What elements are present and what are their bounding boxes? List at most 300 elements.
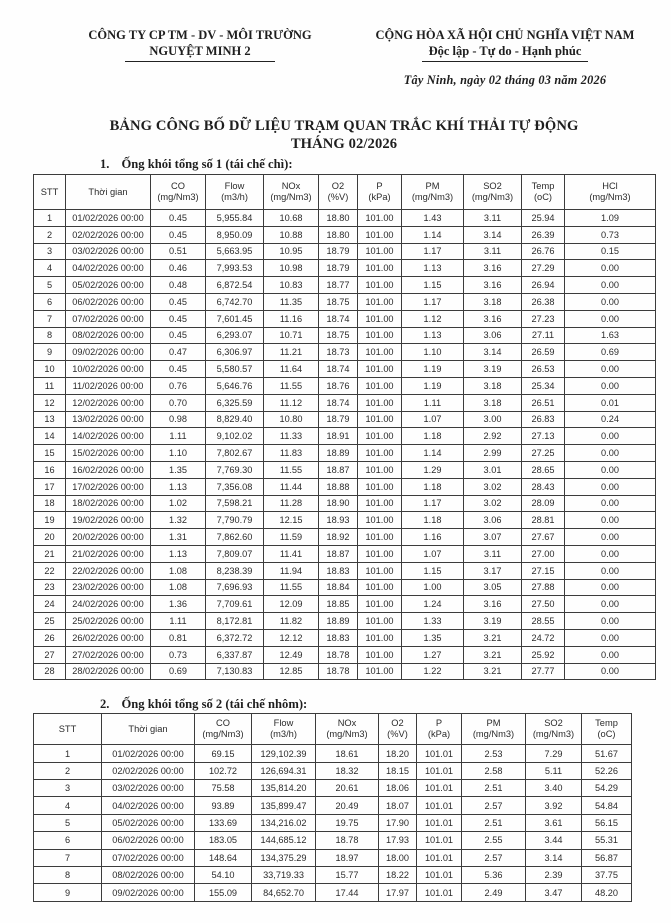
table-cell: 1.17: [402, 243, 464, 260]
table-row: [34, 646, 656, 663]
table-cell: 2.57: [462, 849, 526, 866]
table-cell: 11.33: [264, 428, 319, 445]
table-cell: 1.63: [565, 327, 656, 344]
table-cell: 15.77: [316, 867, 379, 884]
table-row: [34, 884, 632, 901]
table-cell: 11.64: [264, 361, 319, 378]
table-row: [34, 596, 656, 613]
table-row: [34, 260, 656, 277]
table-cell: 11.12: [264, 394, 319, 411]
column-header: Temp (oC): [582, 714, 632, 745]
table-cell: 1.02: [151, 495, 206, 512]
table-cell: 3.06: [464, 512, 522, 529]
table-cell: 183.05: [195, 832, 252, 849]
table-cell: 2.58: [462, 762, 526, 779]
table-cell: 01/02/2026 00:00: [102, 745, 195, 762]
table-row: [34, 377, 656, 394]
table-cell: 26: [34, 629, 66, 646]
table-row: [34, 867, 632, 884]
table-cell: 16/02/2026 00:00: [66, 461, 151, 478]
table-cell: 7,709.61: [206, 596, 264, 613]
table-cell: 101.00: [358, 344, 402, 361]
table-cell: 0.00: [565, 478, 656, 495]
column-header: Flow (m3/h): [252, 714, 316, 745]
table-cell: 17.44: [316, 884, 379, 901]
table-cell: 0.69: [565, 344, 656, 361]
column-header: HCl (mg/Nm3): [565, 175, 656, 210]
table-cell: 101.01: [417, 780, 462, 797]
table-cell: 2: [34, 762, 102, 779]
table-cell: 18.73: [319, 344, 358, 361]
column-header: P (kPa): [358, 175, 402, 210]
table-cell: 0.45: [151, 210, 206, 227]
table-row: [34, 461, 656, 478]
table-cell: 5,663.95: [206, 243, 264, 260]
table-cell: 1.10: [402, 344, 464, 361]
table-cell: 18.97: [316, 849, 379, 866]
table-cell: 1.35: [402, 629, 464, 646]
table-cell: 7,862.60: [206, 529, 264, 546]
table-cell: 18.80: [319, 210, 358, 227]
table-cell: 101.00: [358, 428, 402, 445]
table-cell: 1.13: [402, 327, 464, 344]
table-cell: 3.16: [464, 260, 522, 277]
table-cell: 18.78: [319, 646, 358, 663]
table-cell: 6: [34, 293, 66, 310]
table-cell: 54.84: [582, 797, 632, 814]
table-cell: 0.00: [565, 293, 656, 310]
table-cell: 1.15: [402, 277, 464, 294]
table-cell: 0.00: [565, 277, 656, 294]
table-cell: 18.22: [379, 867, 417, 884]
table-cell: 09/02/2026 00:00: [66, 344, 151, 361]
table-cell: 11.44: [264, 478, 319, 495]
table-cell: 101.01: [417, 814, 462, 831]
table-cell: 0.00: [565, 361, 656, 378]
table-cell: 0.00: [565, 596, 656, 613]
table-cell: 0.00: [565, 562, 656, 579]
table-cell: 1.15: [402, 562, 464, 579]
table-cell: 18.78: [316, 832, 379, 849]
table-cell: 7,809.07: [206, 545, 264, 562]
table-row: [34, 613, 656, 630]
table-cell: 3.18: [464, 394, 522, 411]
table-cell: 1.18: [402, 512, 464, 529]
table-cell: 0.00: [565, 613, 656, 630]
table-cell: 1.08: [151, 562, 206, 579]
section-1-heading: [100, 157, 671, 172]
table-cell: 3.19: [464, 361, 522, 378]
table-cell: 14/02/2026 00:00: [66, 428, 151, 445]
table-cell: 101.00: [358, 545, 402, 562]
table-row: [34, 663, 656, 680]
table-row: [34, 478, 656, 495]
table-cell: 1.10: [151, 445, 206, 462]
table-cell: 10: [34, 361, 66, 378]
table-cell: 13: [34, 411, 66, 428]
column-header: P (kPa): [417, 714, 462, 745]
column-header: PM (mg/Nm3): [402, 175, 464, 210]
table-cell: 18.74: [319, 361, 358, 378]
table-cell: 11.55: [264, 377, 319, 394]
table-cell: 28.81: [522, 512, 565, 529]
table-row: [34, 495, 656, 512]
table-cell: 11.59: [264, 529, 319, 546]
section-2-label: Ống khói tổng số 2 (tái chế nhôm):: [121, 697, 308, 712]
table-cell: 0.69: [151, 663, 206, 680]
table-cell: 101.00: [358, 646, 402, 663]
table-cell: 0.45: [151, 310, 206, 327]
table-cell: 54.29: [582, 780, 632, 797]
table-cell: 4: [34, 797, 102, 814]
table-cell: 6,293.07: [206, 327, 264, 344]
table-row: [34, 762, 632, 779]
table-cell: 101.00: [358, 529, 402, 546]
table-cell: 101.00: [358, 226, 402, 243]
table-cell: 3.18: [464, 293, 522, 310]
table-cell: 1.29: [402, 461, 464, 478]
table-cell: 26/02/2026 00:00: [66, 629, 151, 646]
table-cell: 27.15: [522, 562, 565, 579]
table-row: [34, 445, 656, 462]
table-cell: 0.00: [565, 529, 656, 546]
table-cell: 0.00: [565, 495, 656, 512]
table-cell: 27.25: [522, 445, 565, 462]
table-cell: 101.00: [358, 629, 402, 646]
table-cell: 1.09: [565, 210, 656, 227]
table-cell: 2.53: [462, 745, 526, 762]
table-cell: 11.16: [264, 310, 319, 327]
table-cell: 0.73: [151, 646, 206, 663]
table-cell: 17.90: [379, 814, 417, 831]
table-cell: 1.36: [151, 596, 206, 613]
table-cell: 10/02/2026 00:00: [66, 361, 151, 378]
column-header: Thời gian: [102, 714, 195, 745]
table-cell: 12.49: [264, 646, 319, 663]
table-cell: 7,993.53: [206, 260, 264, 277]
table-cell: 2.51: [462, 814, 526, 831]
table-cell: 26.39: [522, 226, 565, 243]
table-row: [34, 310, 656, 327]
table-cell: 6,742.70: [206, 293, 264, 310]
table-cell: 3.16: [464, 596, 522, 613]
table-cell: 11.82: [264, 613, 319, 630]
table-cell: 27.88: [522, 579, 565, 596]
table-cell: 18.79: [319, 243, 358, 260]
table-cell: 0.00: [565, 445, 656, 462]
table-cell: 3.14: [526, 849, 582, 866]
table-cell: 7,598.21: [206, 495, 264, 512]
table-cell: 75.58: [195, 780, 252, 797]
table-cell: 18.83: [319, 629, 358, 646]
table-cell: 27.50: [522, 596, 565, 613]
table-cell: 5.11: [526, 762, 582, 779]
table-cell: 10.68: [264, 210, 319, 227]
table-cell: 7: [34, 310, 66, 327]
table-cell: 3.02: [464, 478, 522, 495]
table-cell: 11: [34, 377, 66, 394]
table-cell: 18.75: [319, 327, 358, 344]
table-cell: 0.81: [151, 629, 206, 646]
table-cell: 101.01: [417, 849, 462, 866]
table-cell: 18.00: [379, 849, 417, 866]
table-cell: 22: [34, 562, 66, 579]
table-cell: 2.57: [462, 797, 526, 814]
table-cell: 101.01: [417, 867, 462, 884]
table-cell: 8,172.81: [206, 613, 264, 630]
table-cell: 0.15: [565, 243, 656, 260]
table-cell: 1.07: [402, 545, 464, 562]
table-row: [34, 226, 656, 243]
table-cell: 3.16: [464, 277, 522, 294]
republic-motto-underlined: Độc lập - Tự do - Hạnh phúc: [422, 43, 589, 62]
table-cell: 18.85: [319, 596, 358, 613]
table-cell: 04/02/2026 00:00: [66, 260, 151, 277]
table-cell: 24.72: [522, 629, 565, 646]
table-cell: 0.24: [565, 411, 656, 428]
table-cell: 18.77: [319, 277, 358, 294]
table-cell: 18.79: [319, 260, 358, 277]
table-cell: 101.00: [358, 512, 402, 529]
column-header: CO (mg/Nm3): [151, 175, 206, 210]
table-cell: 26.51: [522, 394, 565, 411]
table-cell: 56.87: [582, 849, 632, 866]
column-header: NOx (mg/Nm3): [316, 714, 379, 745]
table-cell: 18.75: [319, 293, 358, 310]
table-cell: 5,955.84: [206, 210, 264, 227]
table-cell: 08/02/2026 00:00: [66, 327, 151, 344]
table-cell: 3.92: [526, 797, 582, 814]
table-cell: 7,130.83: [206, 663, 264, 680]
table-cell: 93.89: [195, 797, 252, 814]
table-cell: 0.45: [151, 361, 206, 378]
table-cell: 7: [34, 849, 102, 866]
table-row: [34, 411, 656, 428]
table-cell: 11.55: [264, 461, 319, 478]
table-cell: 25.34: [522, 377, 565, 394]
table-cell: 3.07: [464, 529, 522, 546]
table-cell: 101.00: [358, 478, 402, 495]
table-cell: 17.97: [379, 884, 417, 901]
table-row: [34, 277, 656, 294]
table-cell: 18: [34, 495, 66, 512]
document-title: [33, 118, 655, 153]
table-row: [34, 814, 632, 831]
date-line: Tây Ninh, ngày 02 tháng 03 năm 2026: [403, 73, 607, 87]
table-cell: 06/02/2026 00:00: [102, 832, 195, 849]
table-cell: 101.00: [358, 411, 402, 428]
table-row: [34, 832, 632, 849]
table-cell: 101.01: [417, 762, 462, 779]
table-row: [34, 428, 656, 445]
table-cell: 1.08: [151, 579, 206, 596]
table-cell: 0.01: [565, 394, 656, 411]
table-cell: 02/02/2026 00:00: [102, 762, 195, 779]
table-cell: 2.39: [526, 867, 582, 884]
table-cell: 18.76: [319, 377, 358, 394]
table-cell: 3: [34, 243, 66, 260]
table-cell: 24: [34, 596, 66, 613]
table-cell: 18/02/2026 00:00: [66, 495, 151, 512]
column-header: Thời gian: [66, 175, 151, 210]
table-cell: 0.00: [565, 310, 656, 327]
table-row: [34, 797, 632, 814]
table-cell: 5: [34, 814, 102, 831]
table-cell: 28/02/2026 00:00: [66, 663, 151, 680]
table-cell: 101.00: [358, 327, 402, 344]
table-cell: 101.00: [358, 260, 402, 277]
table-cell: 8,829.40: [206, 411, 264, 428]
table-cell: 101.00: [358, 445, 402, 462]
table-cell: 6,325.59: [206, 394, 264, 411]
table-cell: 1.11: [151, 613, 206, 630]
table-cell: 11.28: [264, 495, 319, 512]
table-cell: 3.11: [464, 210, 522, 227]
section-1-number: 1.: [100, 157, 110, 171]
table-cell: 101.00: [358, 243, 402, 260]
table-cell: 28.65: [522, 461, 565, 478]
table-cell: 20.61: [316, 780, 379, 797]
table-cell: 3.14: [464, 226, 522, 243]
table-row: [34, 243, 656, 260]
table-cell: 1.14: [402, 226, 464, 243]
table-cell: 0.00: [565, 579, 656, 596]
table-cell: 0.76: [151, 377, 206, 394]
table-cell: 07/02/2026 00:00: [66, 310, 151, 327]
table-cell: 26.94: [522, 277, 565, 294]
table-cell: 3.21: [464, 629, 522, 646]
table-cell: 1.17: [402, 293, 464, 310]
table-cell: 4: [34, 260, 66, 277]
table-row: [34, 394, 656, 411]
table-cell: 20: [34, 529, 66, 546]
table-cell: 18.89: [319, 613, 358, 630]
table-row: [34, 545, 656, 562]
republic-title: CỘNG HÒA XÃ HỘI CHỦ NGHĨA VIỆT NAM: [375, 28, 635, 42]
table-cell: 0.00: [565, 545, 656, 562]
table-cell: 9: [34, 884, 102, 901]
table-cell: 101.00: [358, 310, 402, 327]
table-cell: 101.01: [417, 745, 462, 762]
section-2-heading: [100, 697, 671, 712]
table-cell: 0.00: [565, 377, 656, 394]
table-cell: 18.87: [319, 461, 358, 478]
table-cell: 101.01: [417, 832, 462, 849]
table-cell: 7,769.30: [206, 461, 264, 478]
table-cell: 101.01: [417, 797, 462, 814]
table-cell: 23/02/2026 00:00: [66, 579, 151, 596]
table-cell: 16: [34, 461, 66, 478]
table-cell: 9,102.02: [206, 428, 264, 445]
document-title-line1: BẢNG CÔNG BỐ DỮ LIỆU TRẠM QUAN TRẮC KHÍ THẢI TỰ ĐỘNG: [109, 118, 579, 134]
table-cell: 1.19: [402, 377, 464, 394]
table-cell: 1.14: [402, 445, 464, 462]
table-cell: 69.15: [195, 745, 252, 762]
table-row: [34, 780, 632, 797]
table-cell: 1.07: [402, 411, 464, 428]
table-cell: 3.44: [526, 832, 582, 849]
table-cell: 27.11: [522, 327, 565, 344]
table-row: [34, 529, 656, 546]
table-row: [34, 361, 656, 378]
table-cell: 5,646.76: [206, 377, 264, 394]
table-cell: 7.29: [526, 745, 582, 762]
table-cell: 134,375.29: [252, 849, 316, 866]
table-cell: 7,601.45: [206, 310, 264, 327]
table-cell: 26.53: [522, 361, 565, 378]
table-cell: 155.09: [195, 884, 252, 901]
table-cell: 0.45: [151, 226, 206, 243]
table-cell: 01/02/2026 00:00: [66, 210, 151, 227]
table-cell: 20.49: [316, 797, 379, 814]
table-cell: 101.00: [358, 210, 402, 227]
table-cell: 8: [34, 867, 102, 884]
table-cell: 18.61: [316, 745, 379, 762]
table-cell: 11.35: [264, 293, 319, 310]
table-cell: 25/02/2026 00:00: [66, 613, 151, 630]
table-cell: 144,685.12: [252, 832, 316, 849]
table-cell: 28: [34, 663, 66, 680]
table-cell: 0.00: [565, 260, 656, 277]
table-row: [34, 849, 632, 866]
table-cell: 0.00: [565, 461, 656, 478]
column-header: Flow (m3/h): [206, 175, 264, 210]
table-cell: 48.20: [582, 884, 632, 901]
table-cell: 27.00: [522, 545, 565, 562]
table-cell: 28.43: [522, 478, 565, 495]
table-cell: 101.00: [358, 596, 402, 613]
table-cell: 27.23: [522, 310, 565, 327]
table-cell: 22/02/2026 00:00: [66, 562, 151, 579]
table-cell: 19: [34, 512, 66, 529]
table-cell: 18.79: [319, 411, 358, 428]
table-cell: 08/02/2026 00:00: [102, 867, 195, 884]
table-cell: 7,790.79: [206, 512, 264, 529]
table-cell: 25.92: [522, 646, 565, 663]
table-cell: 26.83: [522, 411, 565, 428]
table-cell: 2.51: [462, 780, 526, 797]
table-cell: 26.38: [522, 293, 565, 310]
table-cell: 52.26: [582, 762, 632, 779]
table-cell: 101.00: [358, 663, 402, 680]
table-cell: 3.17: [464, 562, 522, 579]
table-cell: 12: [34, 394, 66, 411]
table-cell: 55.31: [582, 832, 632, 849]
table-cell: 26.76: [522, 243, 565, 260]
table-row: [34, 745, 632, 762]
table-cell: 0.70: [151, 394, 206, 411]
table-cell: 2.92: [464, 428, 522, 445]
table-cell: 37.75: [582, 867, 632, 884]
table-cell: 05/02/2026 00:00: [102, 814, 195, 831]
table-cell: 1.33: [402, 613, 464, 630]
table-cell: 3.47: [526, 884, 582, 901]
table-cell: 3.21: [464, 646, 522, 663]
column-header: SO2 (mg/Nm3): [526, 714, 582, 745]
table-cell: 129,102.39: [252, 745, 316, 762]
national-header: [349, 27, 661, 88]
table-cell: 0.45: [151, 327, 206, 344]
table-cell: 11.83: [264, 445, 319, 462]
table-cell: 3.14: [464, 344, 522, 361]
table-cell: 1.31: [151, 529, 206, 546]
table-cell: 126,694.31: [252, 762, 316, 779]
table-cell: 0.51: [151, 243, 206, 260]
table-cell: 17.93: [379, 832, 417, 849]
table-cell: 1.11: [402, 394, 464, 411]
table-cell: 28.55: [522, 613, 565, 630]
table-cell: 1.24: [402, 596, 464, 613]
